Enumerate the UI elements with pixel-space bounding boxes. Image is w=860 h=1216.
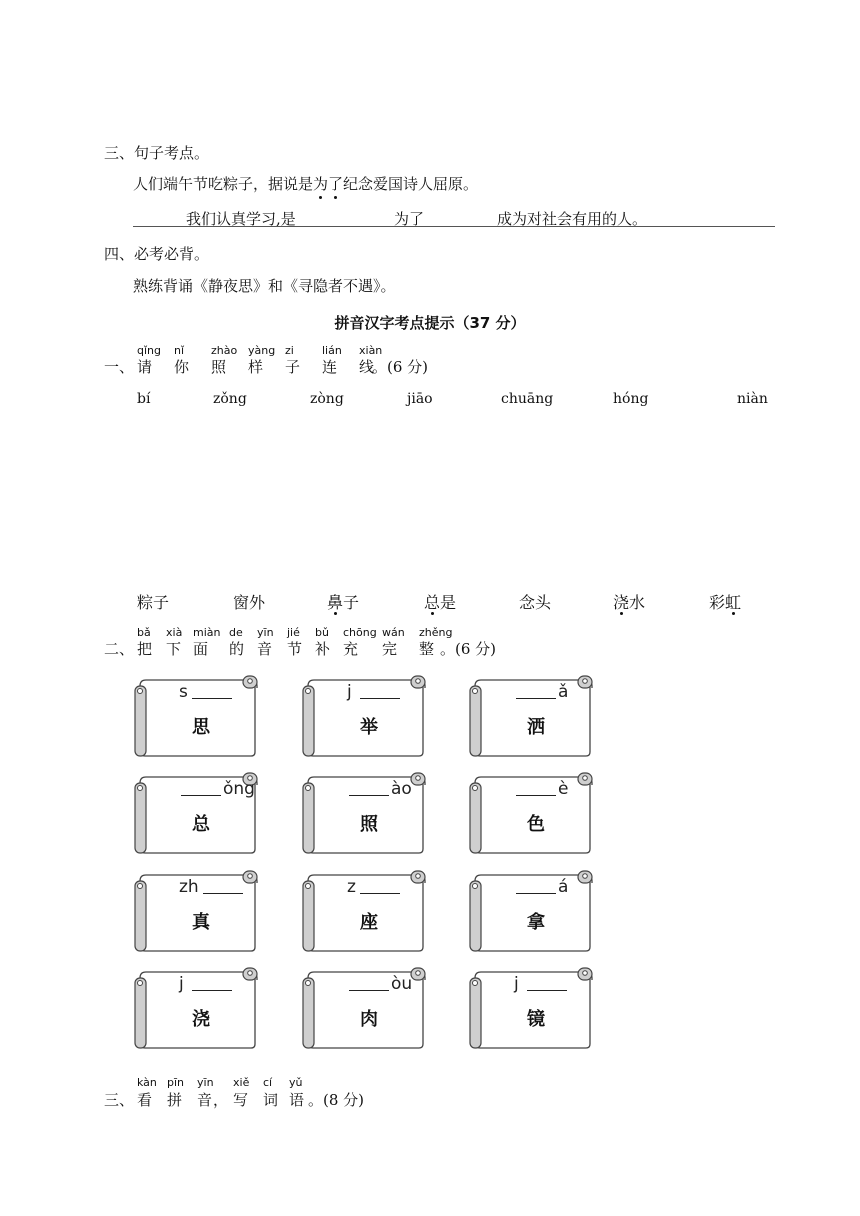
answer-blank[interactable] <box>516 684 556 699</box>
answer-blank[interactable] <box>516 781 556 796</box>
card-initial: j <box>347 682 352 702</box>
q1-pinyin-5: lián <box>322 344 342 357</box>
q2-pinyin-0: bǎ <box>137 626 151 639</box>
pinyin-option-0: bí <box>137 391 151 407</box>
word-option-6: 彩虹 <box>709 593 742 612</box>
card-syllable <box>133 974 257 996</box>
syllable-card <box>301 867 425 945</box>
pinyin-option-5: hóng <box>613 391 649 407</box>
word-option-3: 总是 <box>424 593 457 612</box>
q2-char-9: 整 <box>419 640 435 658</box>
q1-pinyin-6: xiàn <box>359 344 383 357</box>
card-final: è <box>558 779 569 799</box>
q1-char-1: 你 <box>174 358 190 376</box>
card-character: 浇 <box>192 1009 210 1030</box>
q2-char-7: 充 <box>343 640 359 658</box>
card-character: 拿 <box>527 912 545 933</box>
syllable-card <box>133 672 257 750</box>
pinyin-option-6: niàn <box>737 391 768 407</box>
q3-comma: ， <box>213 1091 229 1109</box>
q3-char-2: 音 <box>197 1091 213 1109</box>
q1-pinyin-1: nǐ <box>174 344 185 357</box>
q2-pinyin-1: xià <box>166 626 183 639</box>
syllable-card <box>133 769 257 847</box>
card-final: á <box>558 877 569 897</box>
q3-pinyin-0: kàn <box>137 1076 157 1089</box>
syllable-card <box>468 672 592 750</box>
q3-pinyin-3: xiě <box>233 1076 250 1089</box>
q2-char-2: 面 <box>193 640 209 658</box>
q2-pinyin-6: bǔ <box>315 626 329 639</box>
q1-pinyin-2: zhào <box>211 344 238 357</box>
q2-number: 二、 <box>104 640 135 658</box>
card-initial: j <box>514 974 519 994</box>
syllable-card <box>468 867 592 945</box>
syllable-card <box>301 672 425 750</box>
card-final: ào <box>391 779 412 799</box>
emphasis-dot <box>334 612 337 615</box>
word-option-5: 浇水 <box>613 593 646 612</box>
q2-char-4: 音 <box>257 640 273 658</box>
answer-blank[interactable] <box>192 684 232 699</box>
syllable-card <box>133 867 257 945</box>
q1-points: 。(6 分) <box>372 358 429 376</box>
q2-char-0: 把 <box>137 640 153 658</box>
pinyin-option-2: zòng <box>310 391 344 407</box>
q1-pinyin-4: zi <box>285 344 294 357</box>
q1-char-2: 照 <box>211 358 227 376</box>
q2-pinyin-3: de <box>229 626 243 639</box>
q2-pinyin-8: wán <box>382 626 405 639</box>
q3-pinyin-row <box>137 1076 357 1090</box>
card-syllable <box>468 779 592 801</box>
emphasis-dot <box>620 612 623 615</box>
card-character: 洒 <box>527 717 545 738</box>
q3-pinyin-4: cí <box>263 1076 273 1089</box>
section3-heading: 三、句子考点。 <box>104 144 210 162</box>
dotted-char-wei: 为 <box>313 175 329 193</box>
card-character: 总 <box>192 814 210 835</box>
sentence-before: 人们端午节吃粽子，据说是 <box>133 175 314 193</box>
q1-pinyin-0: qǐng <box>137 344 161 357</box>
q3-points: 。(8 分) <box>308 1091 365 1109</box>
card-syllable <box>133 779 257 801</box>
word-option-4: 念头 <box>519 593 552 612</box>
answer-blank[interactable] <box>349 781 389 796</box>
syllable-card <box>301 964 425 1042</box>
q1-char-4: 子 <box>285 358 301 376</box>
emphasis-dot <box>732 612 735 615</box>
q3-char-4: 词 <box>263 1091 279 1109</box>
answer-blank[interactable] <box>349 976 389 991</box>
example-sentence <box>133 173 478 194</box>
q3-char-3: 写 <box>233 1091 249 1109</box>
q2-pinyin-2: miàn <box>193 626 221 639</box>
card-syllable <box>301 682 425 704</box>
answer-blank[interactable] <box>203 879 243 894</box>
card-syllable <box>133 877 257 899</box>
q2-pinyin-7: chōng <box>343 626 377 639</box>
card-initial: zh <box>179 877 199 897</box>
word-option-0: 粽子 <box>137 593 170 612</box>
q2-pinyin-5: jié <box>287 626 300 639</box>
card-initial: s <box>179 682 188 702</box>
syllable-card <box>468 964 592 1042</box>
syllable-card <box>301 769 425 847</box>
q1-char-6: 线 <box>359 358 375 376</box>
q1-char-5: 连 <box>322 358 338 376</box>
emphasis-dot <box>431 612 434 615</box>
q2-pinyin-4: yīn <box>257 626 274 639</box>
q3-pinyin-1: pīn <box>167 1076 185 1089</box>
q1-number: 一、 <box>104 358 135 376</box>
card-character: 镜 <box>527 1009 545 1030</box>
card-initial: z <box>347 877 356 897</box>
answer-blank[interactable] <box>516 879 556 894</box>
word-option-1: 窗外 <box>233 593 266 612</box>
card-character: 色 <box>527 814 545 835</box>
page-title: 拼音汉字考点提示（37 分） <box>334 314 526 332</box>
q3-number: 三、 <box>104 1091 135 1109</box>
sentence-after: 纪念爱国诗人屈原。 <box>343 175 479 193</box>
card-syllable <box>468 877 592 899</box>
q2-char-3: 的 <box>229 640 245 658</box>
section4-heading: 四、必考必背。 <box>104 245 210 263</box>
q2-pinyin-9: zhěng <box>419 626 453 639</box>
card-syllable <box>301 877 425 899</box>
q1-pinyin-3: yàng <box>248 344 276 357</box>
card-syllable <box>301 779 425 801</box>
q1-char-3: 样 <box>248 358 264 376</box>
card-syllable <box>133 682 257 704</box>
card-character: 照 <box>360 814 378 835</box>
q2-char-6: 补 <box>315 640 331 658</box>
q2-char-5: 节 <box>287 640 303 658</box>
word-options-row <box>137 590 777 612</box>
card-final: ǎ <box>558 682 569 702</box>
card-final: òu <box>391 974 413 994</box>
fill-part1: 我们认真学习,是 <box>186 210 296 228</box>
card-syllable <box>468 974 592 996</box>
q3-pinyin-5: yǔ <box>289 1076 303 1089</box>
q1-char-0: 请 <box>137 358 153 376</box>
answer-blank[interactable] <box>527 976 567 991</box>
pinyin-option-4: chuāng <box>501 391 554 407</box>
card-syllable <box>301 974 425 996</box>
syllable-card <box>133 964 257 1042</box>
answer-blank[interactable] <box>360 684 400 699</box>
q2-char-8: 完 <box>382 640 398 658</box>
card-initial: j <box>179 974 184 994</box>
answer-blank[interactable] <box>192 976 232 991</box>
answer-blank[interactable] <box>360 879 400 894</box>
answer-blank[interactable] <box>181 781 221 796</box>
q3-char-5: 语 <box>289 1091 305 1109</box>
syllable-card <box>468 769 592 847</box>
card-character: 真 <box>192 912 210 933</box>
pinyin-option-3: jiāo <box>407 391 433 407</box>
dotted-char-le: 了 <box>328 175 344 193</box>
q3-pinyin-2: yīn <box>197 1076 214 1089</box>
fill-part3: 成为对社会有用的人。 <box>497 210 648 228</box>
card-character: 肉 <box>360 1009 378 1030</box>
card-character: 座 <box>360 912 378 933</box>
card-character: 举 <box>360 717 378 738</box>
q2-char-1: 下 <box>166 640 182 658</box>
fill-underline <box>133 226 775 227</box>
q2-title-chars <box>137 638 457 658</box>
card-final: ǒng <box>223 779 255 799</box>
q3-char-1: 拼 <box>167 1091 183 1109</box>
section4-text: 熟练背诵《静夜思》和《寻隐者不遇》。 <box>133 277 396 295</box>
pinyin-options-row <box>137 391 777 409</box>
card-syllable <box>468 682 592 704</box>
q2-points: 。(6 分) <box>440 640 497 658</box>
pinyin-option-1: zǒng <box>213 391 247 407</box>
q1-title-chars <box>137 356 397 376</box>
fill-part2: 为了 <box>394 210 425 228</box>
word-option-2: 鼻子 <box>327 593 360 612</box>
card-character: 思 <box>192 717 210 738</box>
q3-char-0: 看 <box>137 1091 153 1109</box>
